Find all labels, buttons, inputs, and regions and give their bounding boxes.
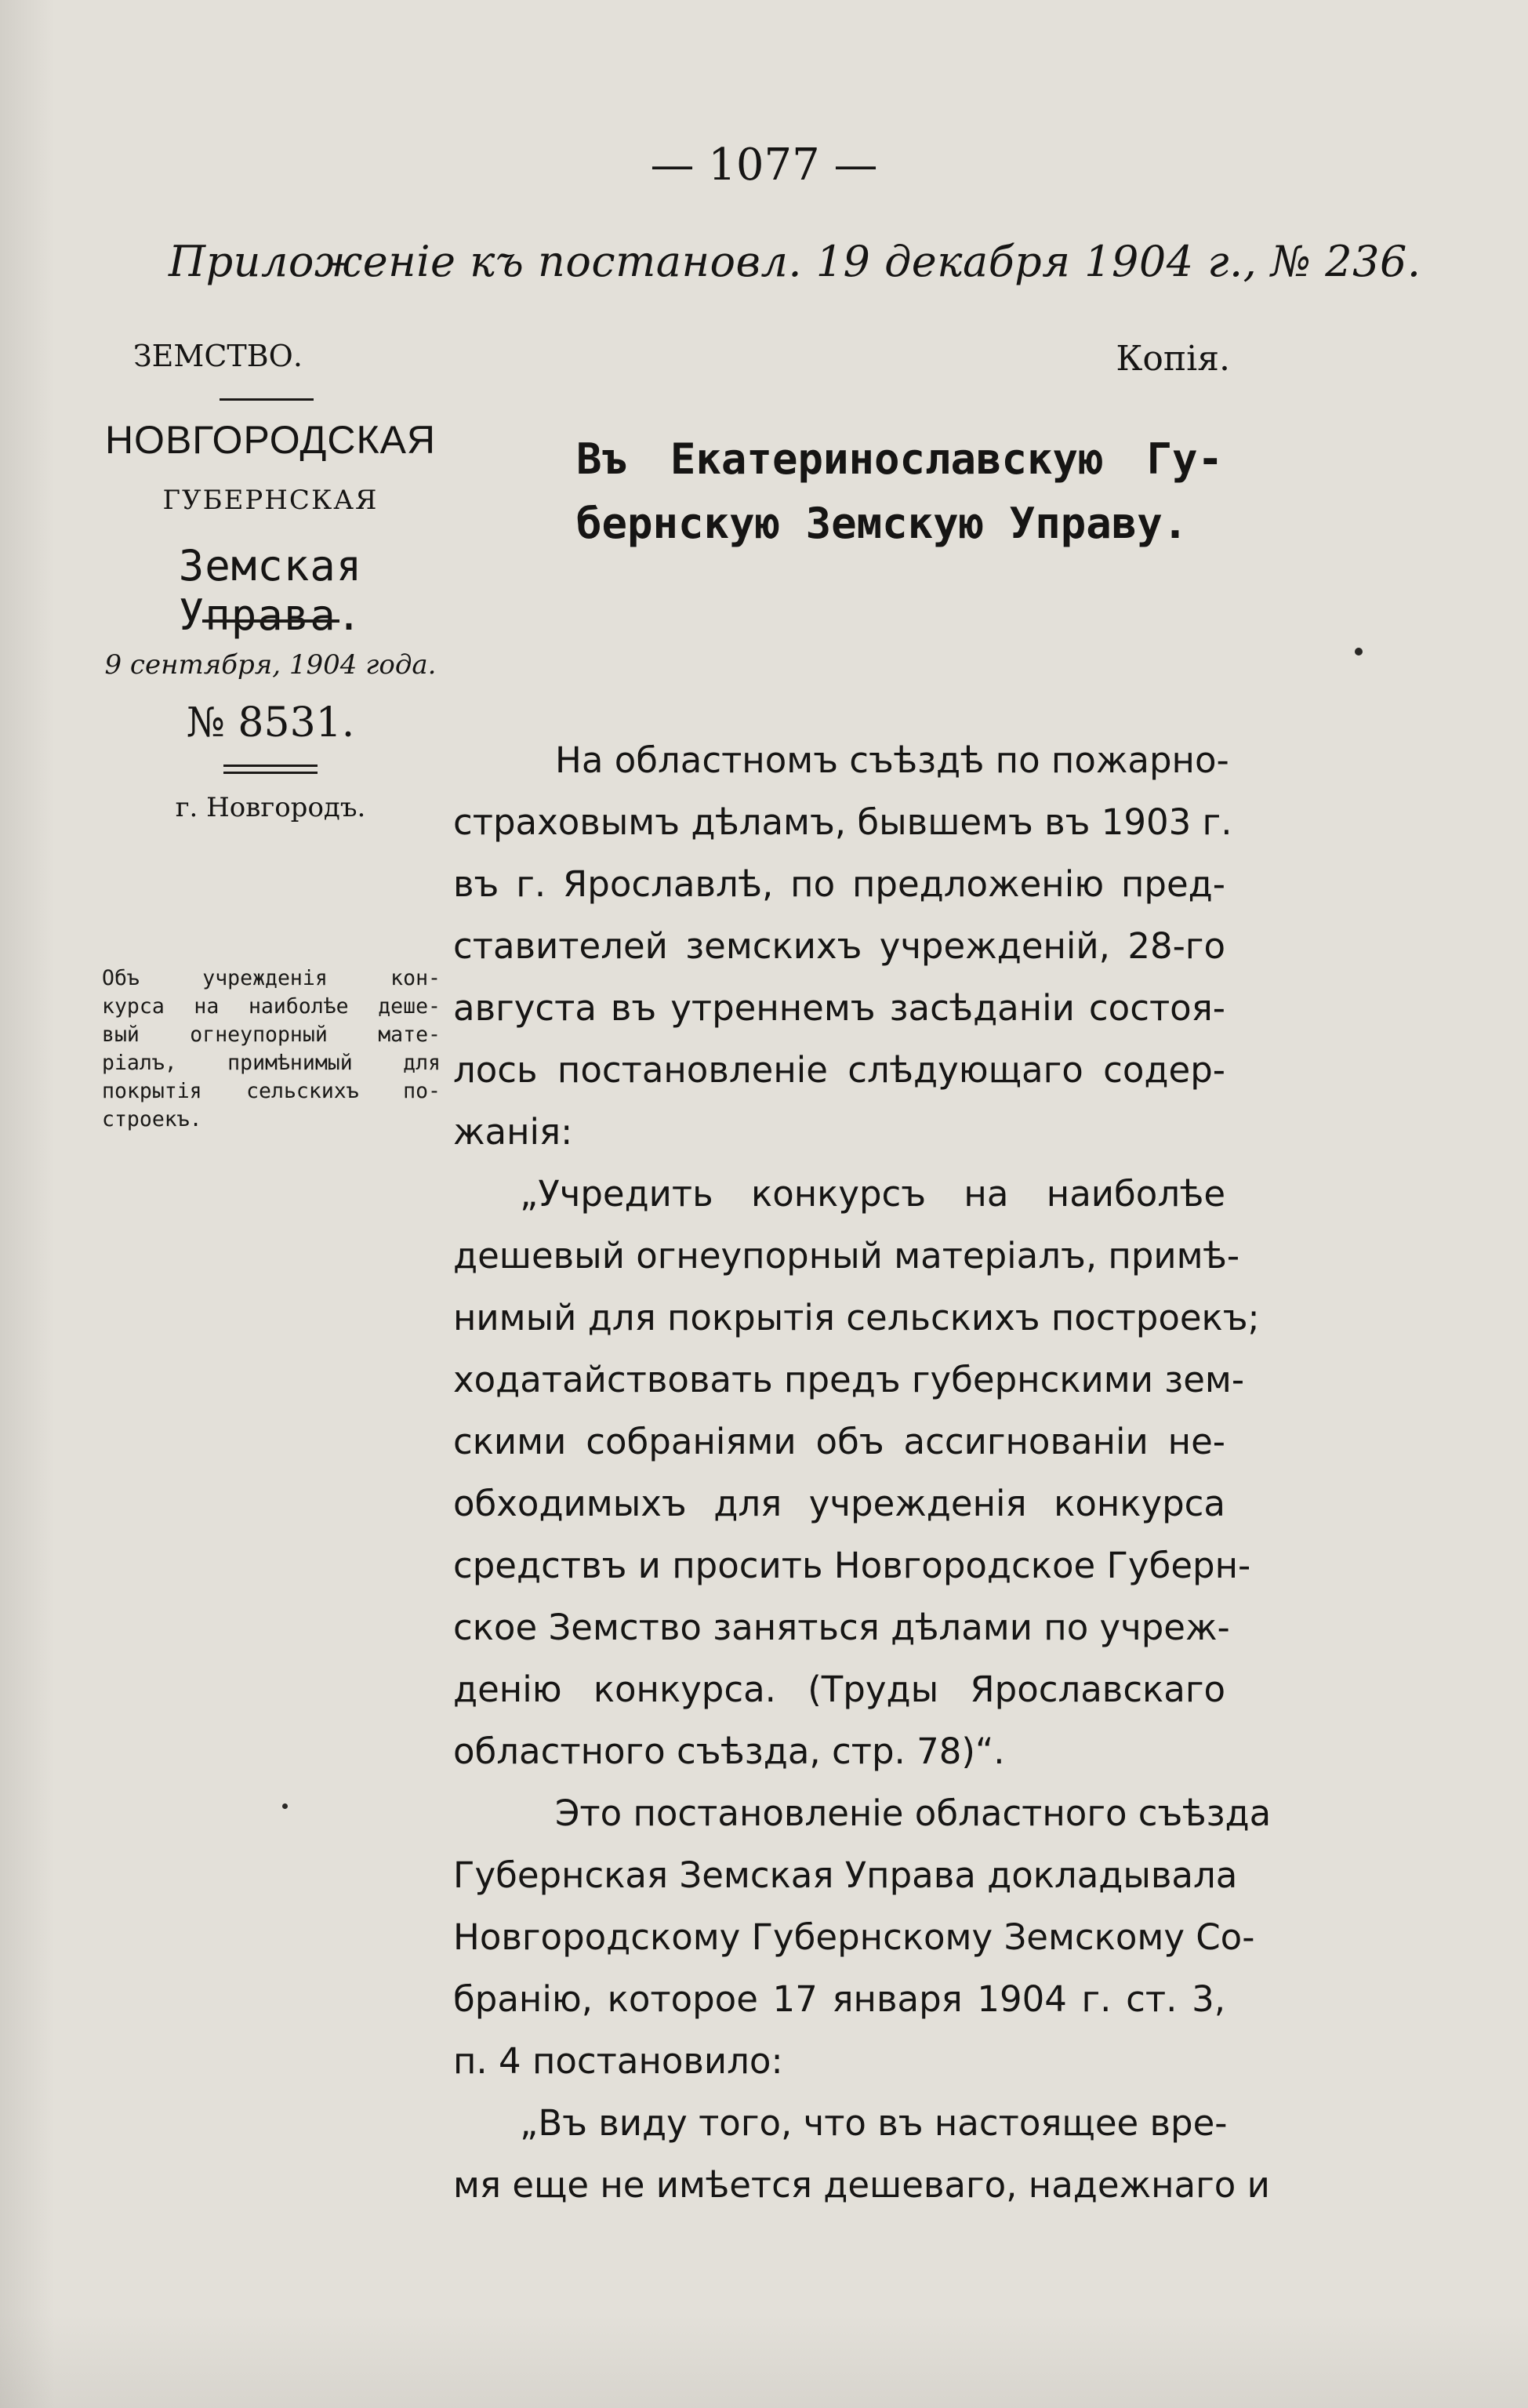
body-line: августа въ утреннемъ засѣданіи состоя- [453, 987, 1225, 1029]
body-line: бранію, которое 17 января 1904 г. ст. 3, [453, 1978, 1225, 2020]
body-line: „Въ виду того, что въ настоящее вре- [520, 2102, 1228, 2144]
org-name: НОВГОРОДСКАЯ [104, 418, 437, 462]
body-line: жанія: [453, 1111, 573, 1153]
double-rule-top [223, 765, 318, 767]
body-line: дешевый огнеупорный матеріалъ, примѣ- [453, 1235, 1240, 1277]
ink-speck [282, 1803, 288, 1809]
appendix-header: Приложенiе къ постановл. 19 декабря 1904 г., № 236. [169, 237, 1421, 286]
body-line: мя еще не имѣется дешеваго, надежнаго и [453, 2164, 1270, 2206]
subject-line: ріалъ, примѣнимый для [102, 1051, 441, 1075]
body-line: ское Земство заняться дѣлами по учреж- [453, 1607, 1230, 1648]
body-line: Новгородскому Губернскому Земскому Со- [453, 1916, 1255, 1958]
body-line: Это постановленіе областного съѣзда [555, 1792, 1272, 1834]
org-subtitle: ГУБЕРНСКАЯ [162, 485, 379, 516]
body-line: обходимыхъ для учрежденія конкурса [453, 1483, 1225, 1524]
zemstvo-label: ЗЕМСТВО. [133, 339, 303, 373]
ink-speck [1355, 648, 1363, 656]
letter-body [453, 729, 1272, 2216]
subject-note [102, 964, 441, 1134]
document-number: № 8531. [186, 699, 355, 746]
addressee-line: Въ Екатеринославскую Гу- [576, 434, 1223, 484]
body-line: въ г. Ярославлѣ, по предложенію пред- [453, 863, 1225, 905]
body-line: ходатайствовать предъ губернскими зем- [453, 1359, 1245, 1400]
subject-line: вый огнеупорный мате- [102, 1022, 441, 1047]
org-zemstvo-board: Земская Управа. [178, 541, 363, 640]
page-edge-shadow [0, 0, 55, 2408]
subject-line: строекъ. [102, 1107, 202, 1131]
double-rule-bottom [223, 772, 318, 774]
letter-date: 9 сентября, 1904 года. [104, 649, 437, 681]
divider-rule [202, 619, 339, 623]
subject-line: курса на наиболѣе деше- [102, 994, 441, 1019]
subject-line: покрытія сельскихъ по- [102, 1079, 441, 1103]
letter-city: г. Новгородъ. [175, 792, 366, 823]
body-line: областного съѣзда, стр. 78)“. [453, 1731, 1005, 1772]
page-bottom-shadow [0, 2314, 1528, 2408]
body-line: ставителей земскихъ учрежденій, 28-го [453, 925, 1225, 967]
body-line: „Учредить конкурсъ на наиболѣе [520, 1173, 1225, 1215]
body-line: На областномъ съѣздѣ по пожарно- [555, 739, 1229, 781]
divider-rule [220, 398, 314, 401]
body-line: средствъ и просить Новгородское Губерн- [453, 1545, 1251, 1586]
addressee-line: бернскую Земскую Управу. [576, 499, 1189, 548]
page-number: — 1077 — [650, 140, 878, 191]
copy-label: Копія. [1116, 339, 1230, 379]
body-line: п. 4 постановило: [453, 2040, 783, 2082]
addressee-heading [576, 427, 1223, 556]
body-line: скими собраніями объ ассигнованіи не- [453, 1421, 1225, 1462]
body-line: Губернская Земская Управа докладывала [453, 1854, 1238, 1896]
body-line: лось постановленіе слѣдующаго содер- [453, 1049, 1225, 1091]
body-line: нимый для покрытія сельскихъ построекъ; [453, 1297, 1260, 1338]
subject-line: Объ учрежденія кон- [102, 966, 441, 990]
body-line: страховымъ дѣламъ, бывшемъ въ 1903 г. [453, 801, 1232, 843]
body-line: денію конкурса. (Труды Ярославскаго [453, 1669, 1225, 1710]
